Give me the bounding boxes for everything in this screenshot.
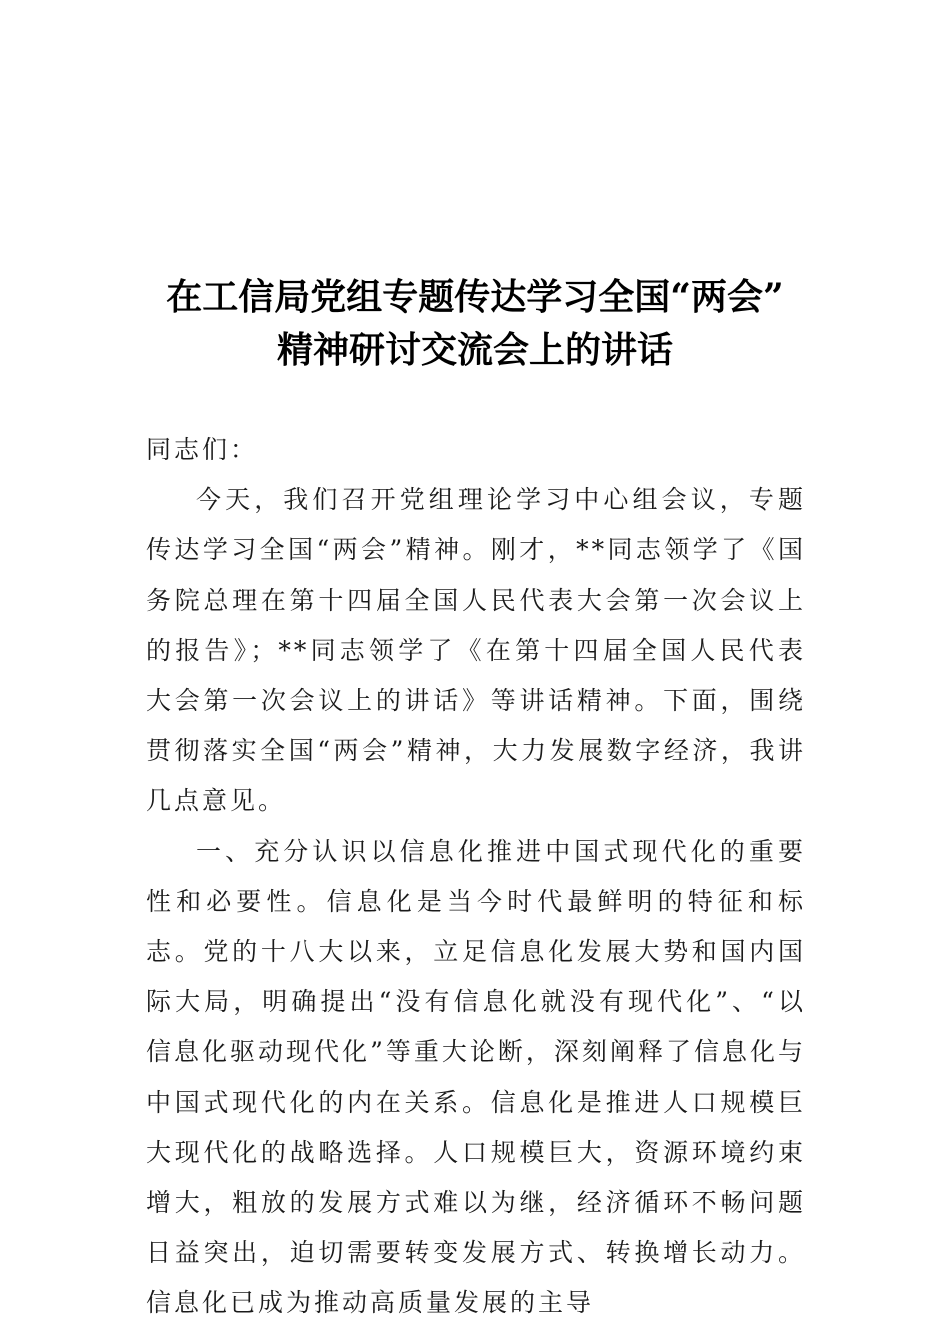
document-title-line-1: 在工信局党组专题传达学习全国“两会” xyxy=(166,276,784,318)
paragraph-2: 一、充分认识以信息化推进中国式现代化的重要性和必要性。信息化是当今时代最鲜明的特征和标志。党的十八大以来，立足信息化发展大势和国内国际大局，明确提出“没有信息化就没有现代化”、“以信息化驱动现代化”等重大论断，深刻阐释了信息化与中国式现代化的内在关系。信息化是推进人口规模巨大现代化的战略选择。人口规模巨大，资源环境约束增大，粗放的发展方式难以为继，经济循环不畅问题日益突出，迫切需要转变发展方式、转换增长动力。信息化已成为推动高质量发展的主导 xyxy=(146,836,806,1318)
document-title-line-2: 精神研讨交流会上的讲话 xyxy=(276,329,673,371)
salutation: 同志们： xyxy=(146,435,259,464)
document-body xyxy=(146,425,806,1329)
paragraph-1: 今天，我们召开党组理论学习中心组会议，专题传达学习全国“两会”精神。刚才，**同志领学了《国务院总理在第十四届全国人民代表大会第一次会议上的报告》；**同志领学了《在第十四届全国人民代表大会第一次会议上的讲话》等讲话精神。下面，围绕贯彻落实全国“两会”精神，大力发展数字经济，我讲几点意见。 xyxy=(146,485,806,816)
